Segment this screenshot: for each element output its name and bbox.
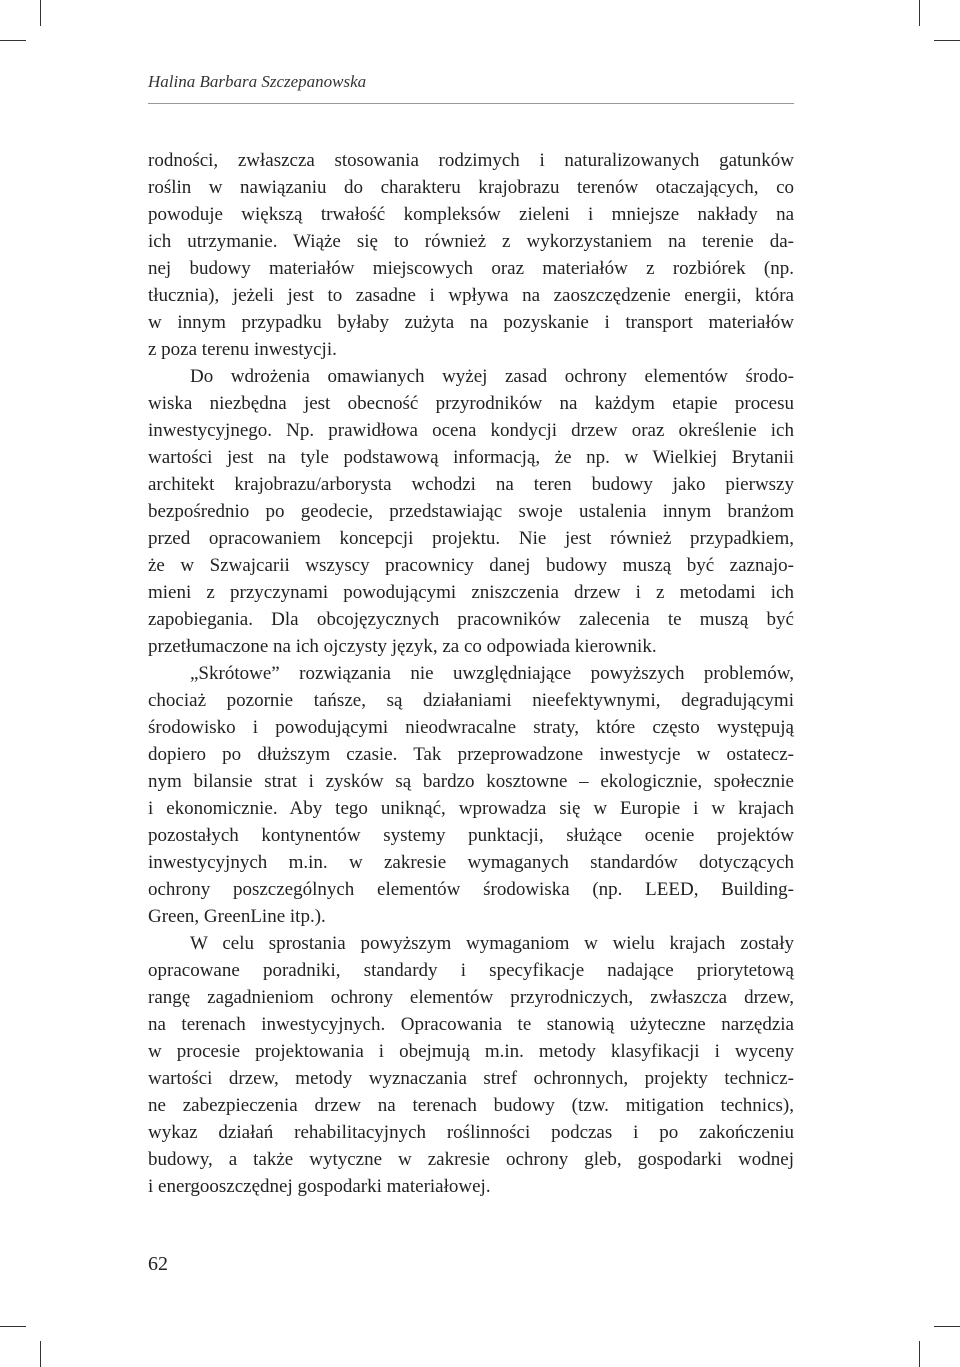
paragraph <box>148 363 794 660</box>
text-line: Do wdrożenia omawianych wyżej zasad ochrony elementów środo- <box>190 366 794 387</box>
text-line: że w Szwajcarii wszyscy pracownicy danej budowy muszą być zaznajo- <box>148 555 794 576</box>
text-line: dopiero po dłuższym czasie. Tak przeprowadzone inwestycje w ostatecz- <box>148 744 794 765</box>
crop-mark-top-right <box>919 0 920 26</box>
crop-mark-bottom-left-horizontal <box>0 1326 26 1327</box>
text-line: przed opracowaniem koncepcji projektu. Nie jest również przypadkiem, <box>148 528 794 549</box>
text-line: roślin w nawiązaniu do charakteru krajobrazu terenów otaczających, co <box>148 177 794 198</box>
text-line: przetłumaczone na ich ojczysty język, za co odpowiada kierownik. <box>148 636 657 657</box>
text-line: inwestycyjnych m.in. w zakresie wymaganych standardów dotyczących <box>148 852 794 873</box>
crop-mark-top-left <box>40 0 41 26</box>
paragraph <box>148 930 794 1200</box>
text-line: wartości jest na tyle podstawową informacją, że np. w Wielkiej Brytanii <box>148 447 794 468</box>
text-line: mieni z przyczynami powodującymi zniszczenia drzew i z metodami ich <box>148 582 794 603</box>
running-head-author: Halina Barbara Szczepanowska <box>148 72 367 91</box>
text-line: i energooszczędnej gospodarki materiałowej. <box>148 1176 491 1197</box>
crop-mark-top-right-horizontal <box>934 40 960 41</box>
text-line: wykaz działań rehabilitacyjnych roślinności podczas i po zakończeniu <box>148 1122 794 1143</box>
text-line: i ekonomicznie. Aby tego uniknąć, wprowadza się w Europie i w krajach <box>148 798 794 819</box>
text-line: W celu sprostania powyższym wymaganiom w wielu krajach zostały <box>190 933 794 954</box>
page-number: 62 <box>148 1253 168 1275</box>
text-line: ochrony poszczególnych elementów środowiska (np. LEED, Building- <box>148 879 794 900</box>
text-line: nej budowy materiałów miejscowych oraz materiałów z rozbiórek (np. <box>148 258 794 279</box>
text-line: budowy, a także wytyczne w zakresie ochrony gleb, gospodarki wodnej <box>148 1149 794 1170</box>
crop-mark-bottom-right-horizontal <box>934 1326 960 1327</box>
text-line: rodności, zwłaszcza stosowania rodzimych i naturalizowanych gatunków <box>148 150 794 171</box>
text-line: ne zabezpieczenia drzew na terenach budowy (tzw. mitigation technics), <box>148 1095 794 1116</box>
text-line: rangę zagadnieniom ochrony elementów przyrodniczych, zwłaszcza drzew, <box>148 987 794 1008</box>
text-line: chociaż pozornie tańsze, są działaniami nieefektywnymi, degradującymi <box>148 690 794 711</box>
page-header <box>148 70 794 104</box>
text-line: z poza terenu inwestycji. <box>148 339 337 360</box>
text-line: wartości drzew, metody wyznaczania stref ochronnych, projekty technicz- <box>148 1068 794 1089</box>
text-line: w procesie projektowania i obejmują m.in. metody klasyfikacji i wyceny <box>148 1041 794 1062</box>
text-line: środowisko i powodującymi nieodwracalne straty, które często występują <box>148 717 794 738</box>
text-line: bezpośrednio po geodecie, przedstawiając swoje ustalenia innym branżom <box>148 501 794 522</box>
crop-mark-bottom-left <box>40 1341 41 1367</box>
paragraph <box>148 147 794 363</box>
text-line: pozostałych kontynentów systemy punktacji, służące ocenie projektów <box>148 825 794 846</box>
text-line: Green, GreenLine itp.). <box>148 906 326 927</box>
crop-mark-top-left-horizontal <box>0 40 26 41</box>
text-line: „Skrótowe” rozwiązania nie uwzględniające powyższych problemów, <box>190 663 794 684</box>
text-line: tłucznia), jeżeli jest to zasadne i wpływa na zaoszczędzenie energii, która <box>148 285 794 306</box>
crop-mark-bottom-right <box>919 1341 920 1367</box>
text-line: wiska niezbędna jest obecność przyrodników na każdym etapie procesu <box>148 393 794 414</box>
text-line: nym bilansie strat i zysków są bardzo kosztowne – ekologicznie, społecznie <box>148 771 794 792</box>
text-line: zapobiegania. Dla obcojęzycznych pracowników zalecenia te muszą być <box>148 609 794 630</box>
header-rule <box>148 103 794 104</box>
text-line: ich utrzymanie. Wiąże się to również z wykorzystaniem na terenie da- <box>148 231 794 252</box>
body-text <box>148 147 794 1200</box>
text-line: powoduje większą trwałość kompleksów zieleni i mniejsze nakłady na <box>148 204 794 225</box>
text-line: inwestycyjnego. Np. prawidłowa ocena kondycji drzew oraz określenie ich <box>148 420 794 441</box>
text-line: opracowane poradniki, standardy i specyfikacje nadające priorytetową <box>148 960 794 981</box>
text-line: w innym przypadku byłaby zużyta na pozyskanie i transport materiałów <box>148 312 794 333</box>
paragraph <box>148 660 794 930</box>
text-line: architekt krajobrazu/arborysta wchodzi na teren budowy jako pierwszy <box>148 474 794 495</box>
text-line: na terenach inwestycyjnych. Opracowania te stanowią użyteczne narzędzia <box>148 1014 794 1035</box>
